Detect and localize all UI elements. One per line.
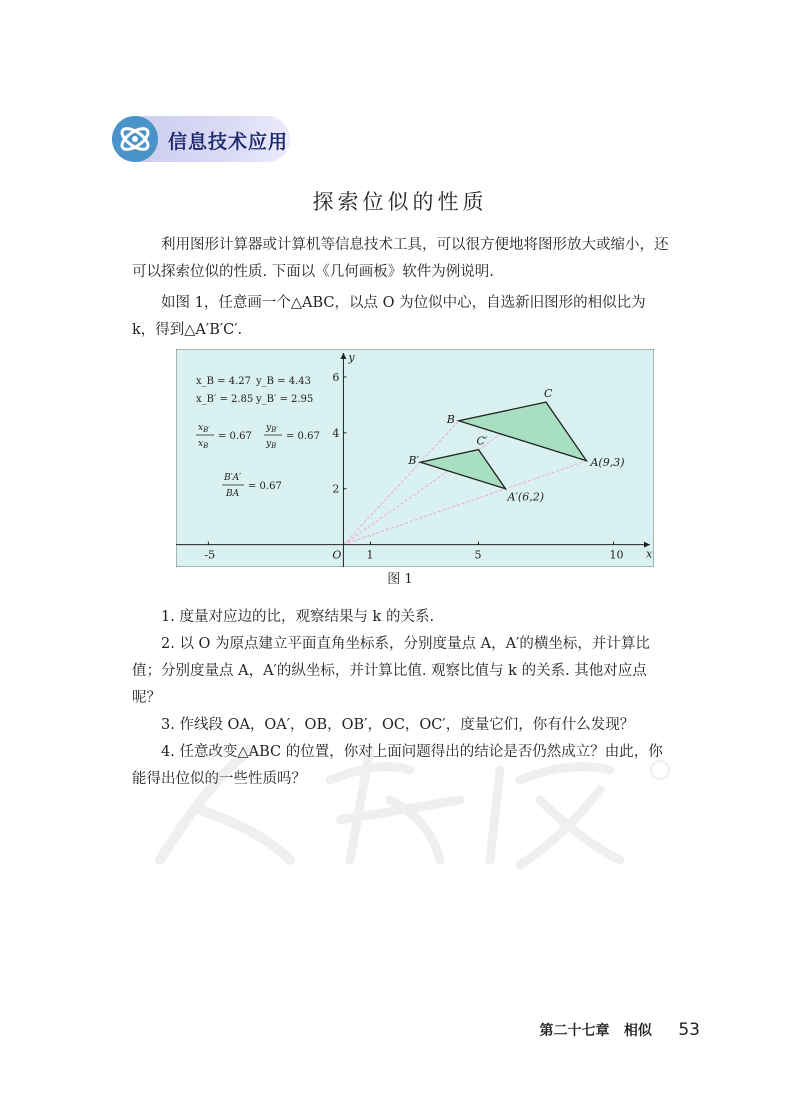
point-label: B [446, 412, 455, 426]
measure-xB: x_B = 4.27 [196, 376, 251, 387]
measure-xB-prime: x_B′ = 2.85 [196, 394, 254, 405]
point-label: C [543, 387, 553, 401]
figure-caption: 图 1 [387, 572, 413, 587]
fraction-xB-den: $x_B$ [198, 439, 209, 450]
question-3: 3. 作线段 OA，OA′，OB，OB′，OC，OC′，度量它们，你有什么发现？ [161, 717, 635, 733]
fraction-yB-den: $y_B$ [266, 439, 277, 450]
y-tick-label: 6 [332, 370, 340, 384]
question-1: 1. 度量对应边的比，观察结果与 k 的关系. [161, 609, 435, 625]
figure-1-chart [176, 349, 654, 567]
x-axis-label: x [646, 547, 653, 561]
ratio-y: = 0.67 [286, 431, 320, 442]
ratio-ba: = 0.67 [248, 481, 282, 492]
x-tick-label: 1 [366, 548, 374, 562]
page-number: 53 [678, 1020, 700, 1040]
measure-yB-prime: y_B′ = 2.95 [256, 394, 314, 405]
x-tick-label: 10 [609, 548, 624, 562]
y-tick-label: 2 [332, 482, 340, 496]
point-label: A(9,3) [590, 455, 625, 469]
x-tick-label: 5 [474, 548, 482, 562]
footer-chapter: 第二十七章 [539, 1023, 610, 1039]
measure-yB: y_B = 4.43 [256, 376, 311, 387]
point-label: B′ [408, 454, 419, 468]
fraction-ba-den: BA [226, 489, 240, 499]
fraction-xB-num: $x_{B'}$ [198, 423, 210, 434]
paragraph-intro: 利用图形计算器或计算机等信息技术工具，可以很方便地将图形放大或缩小，还可以探索位似的性质. 下面以《几何画板》软件为例说明. [132, 237, 669, 280]
point-label: A′(6,2) [507, 490, 545, 504]
page-footer [539, 1020, 700, 1040]
y-axis-label: y [348, 351, 355, 364]
origin-label: O [332, 548, 342, 562]
paragraph-instructions: 如图 1，任意画一个△ABC，以点 O 为位似中心，自选新旧图形的相似比为 k，得到△A′B′C′. [132, 295, 646, 338]
question-4: 4. 任意改变△ABC 的位置，你对上面问题得出的结论是否仍然成立？由此，你能得出位似的一些性质吗？ [132, 744, 663, 787]
atom-icon [112, 116, 158, 162]
y-tick-label: 4 [332, 426, 340, 440]
x-tick-label: -5 [204, 548, 216, 562]
fraction-ba-num: B′A′ [224, 473, 242, 483]
publisher-watermark [140, 740, 700, 870]
ratio-x: = 0.67 [218, 431, 252, 442]
point-label: C′ [476, 434, 488, 448]
page-title: 探索位似的性质 [312, 190, 488, 214]
fraction-yB-num: $y_{B'}$ [266, 423, 278, 434]
question-2: 2. 以 O 为原点建立平面直角坐标系，分别度量点 A，A′的横坐标，并计算比值；分别度量点 A，A′的纵坐标，并计算比值. 观察比值与 k 的关系. 其他对应点呢？ [132, 636, 650, 706]
section-badge [112, 116, 290, 162]
section-label: 信息技术应用 [168, 131, 289, 153]
footer-topic: 相似 [623, 1023, 652, 1039]
